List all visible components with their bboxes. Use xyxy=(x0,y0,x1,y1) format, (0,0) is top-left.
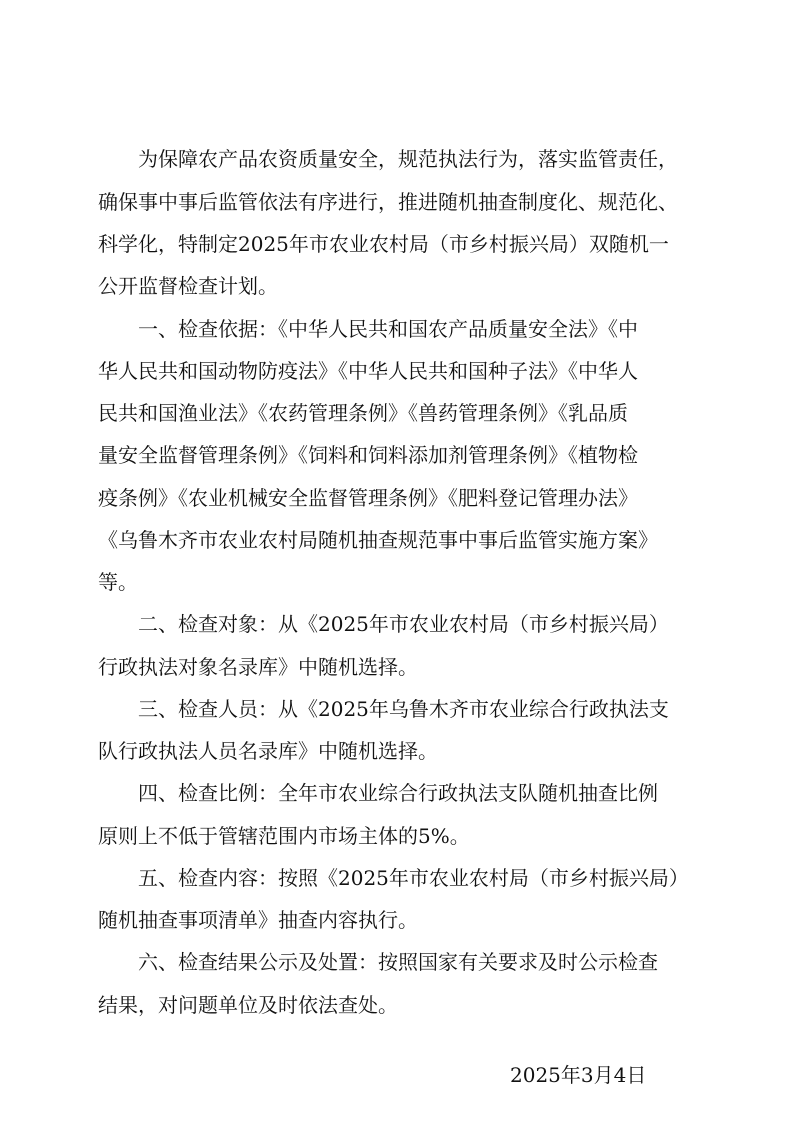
content-line-2: 随机抽查事项清单》抽查内容执行。 xyxy=(98,908,418,932)
basis-line-4: 量安全监督管理条例》《饲料和饲料添加剂管理条例》《植物检 xyxy=(98,443,638,467)
basis-line-7: 等。 xyxy=(98,570,138,594)
target-line-2: 行政执法对象名录库》中随机选择。 xyxy=(98,655,418,679)
basis-line-1: 一、检查依据：《中华人民共和国农产品质量安全法》《中 xyxy=(138,317,638,341)
personnel-line-1: 三、检查人员：从《2025年乌鲁木齐市农业综合行政执法支 xyxy=(138,697,669,721)
basis-line-2: 华人民共和国动物防疫法》《中华人民共和国种子法》《中华人 xyxy=(98,359,638,383)
result-line-2: 结果，对问题单位及时依法查处。 xyxy=(98,993,398,1017)
basis-line-3: 民共和国渔业法》《农药管理条例》《兽药管理条例》《乳品质 xyxy=(98,401,628,425)
intro-line-1: 为保障农产品农资质量安全，规范执法行为，落实监管责任， xyxy=(138,147,678,171)
ratio-line-2: 原则上不低于管辖范围内市场主体的5%。 xyxy=(98,824,470,848)
document-date: 2025年3月4日 xyxy=(510,1063,647,1087)
intro-line-4: 公开监督检查计划。 xyxy=(98,274,278,298)
intro-line-3: 科学化，特制定2025年市农业农村局（市乡村振兴局）双随机一 xyxy=(98,232,669,256)
intro-line-2: 确保事中事后监管依法有序进行，推进随机抽查制度化、规范化、 xyxy=(98,190,678,214)
result-line-1: 六、检查结果公示及处置：按照国家有关要求及时公示检查 xyxy=(138,950,658,974)
basis-line-6: 《乌鲁木齐市农业农村局随机抽查规范事中事后监管实施方案》 xyxy=(98,528,658,552)
ratio-line-1: 四、检查比例：全年市农业综合行政执法支队随机抽查比例 xyxy=(138,781,658,805)
personnel-line-2: 队行政执法人员名录库》中随机选择。 xyxy=(98,739,438,763)
basis-line-5: 疫条例》《农业机械安全监督管理条例》《肥料登记管理办法》 xyxy=(98,486,638,510)
target-line-1: 二、检查对象：从《2025年市农业农村局（市乡村振兴局） xyxy=(138,612,669,636)
content-line-1: 五、检查内容：按照《2025年市农业农村局（市乡村振兴局） xyxy=(138,866,689,890)
